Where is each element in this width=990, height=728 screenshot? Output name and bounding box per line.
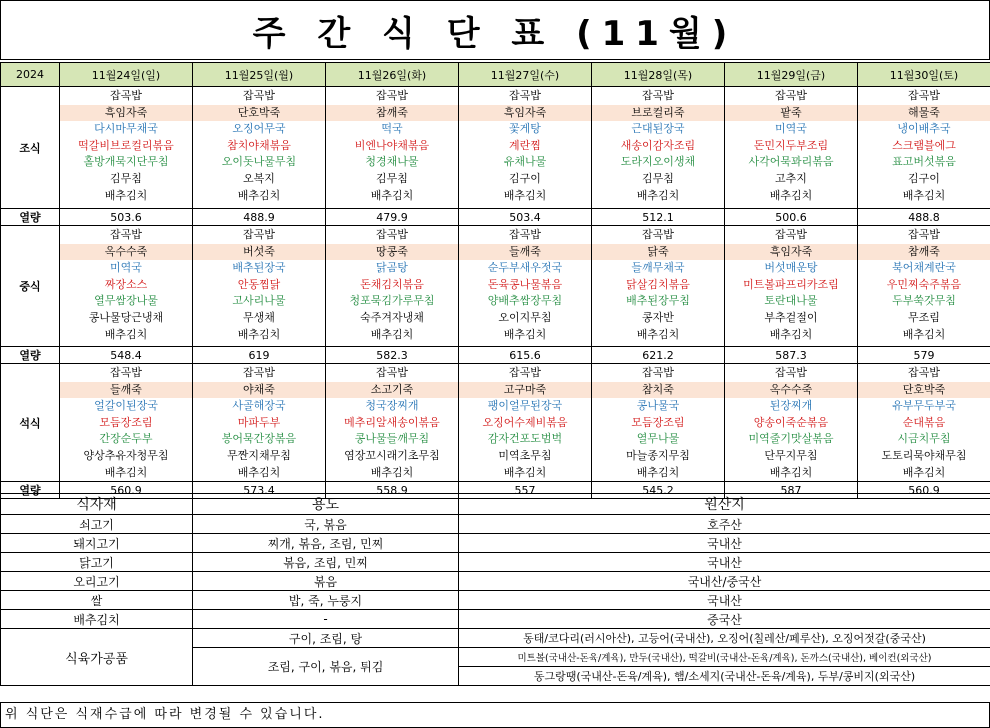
menu-item: 배추김치 [769, 465, 813, 479]
menu-cell [459, 364, 592, 482]
menu-item: 시금치무침 [897, 432, 951, 446]
menu-item: 메추리알새송이볶음 [344, 415, 440, 429]
kcal-value: 560.9 [858, 482, 990, 499]
menu-item: 참깨죽 [326, 105, 458, 122]
menu-item: 잡곡밥 [775, 89, 807, 102]
day-header: 11월26일(화) [326, 63, 459, 87]
menu-item: 잡곡밥 [908, 366, 940, 379]
menu-item: 미역국 [775, 122, 807, 136]
origin-country: 동태/코다리(러시아산), 고등어(국내산), 오징어(칠레산/페루산), 오징어젓갈(중국산) [459, 629, 990, 648]
kcal-value: 621.2 [592, 347, 725, 364]
menu-item: 돈채김치볶음 [360, 277, 424, 291]
kcal-value: 558.9 [326, 482, 459, 499]
origin-usage: 볶음 [193, 572, 459, 591]
year-cell: 2024 [1, 63, 60, 87]
menu-item: 냉이배추국 [897, 122, 951, 136]
menu-item: 청경채나물 [365, 155, 419, 169]
menu-item: 유채나물 [503, 155, 547, 169]
origin-row [1, 572, 990, 591]
menu-item: 순두부새우젓국 [487, 261, 563, 275]
menu-item: 흑임자죽 [60, 105, 192, 122]
menu-item: 잡곡밥 [642, 89, 674, 102]
day-header: 11월29일(금) [725, 63, 858, 87]
menu-item: 배추김치 [237, 188, 281, 202]
meal-row [1, 87, 990, 209]
menu-cell [193, 226, 326, 347]
kcal-value: 615.6 [459, 347, 592, 364]
menu-cell [60, 364, 193, 482]
menu-item: 배추김치 [636, 465, 680, 479]
kcal-value: 587 [725, 482, 858, 499]
origin-row [1, 534, 990, 553]
meal-label: 석식 [1, 364, 60, 482]
menu-item: 배추김치 [104, 188, 148, 202]
menu-item: 무짠지채무침 [227, 448, 291, 462]
menu-item: 배추김치 [636, 327, 680, 341]
menu-item: 땅콩죽 [326, 244, 458, 261]
origin-country: 국내산/중국산 [459, 572, 990, 591]
menu-item: 돈육콩나물볶음 [487, 277, 563, 291]
kcal-value: 557 [459, 482, 592, 499]
origin-usage: 밥, 죽, 누룽지 [193, 591, 459, 610]
menu-item: 모듬장조림 [631, 415, 685, 429]
menu-item: 김무침 [110, 171, 142, 185]
menu-item: 잡곡밥 [110, 228, 142, 241]
menu-item: 청국장찌개 [365, 399, 419, 413]
menu-item: 김구이 [908, 171, 940, 185]
menu-cell [326, 87, 459, 209]
origin-header-origin: 원산지 [459, 494, 990, 515]
menu-item: 고추지 [775, 171, 807, 185]
origin-row [1, 610, 990, 629]
menu-item: 김구이 [509, 171, 541, 185]
kcal-row [1, 209, 990, 226]
origin-row [1, 591, 990, 610]
origin-row [1, 553, 990, 572]
kcal-value: 545.2 [592, 482, 725, 499]
menu-item: 염장꼬시래기초무침 [344, 448, 440, 462]
day-header: 11월25일(월) [193, 63, 326, 87]
menu-item: 버섯죽 [193, 244, 325, 261]
menu-item: 단무지무침 [764, 448, 818, 462]
menu-item: 새송이감자조림 [620, 138, 696, 152]
menu-item: 야채죽 [193, 382, 325, 399]
menu-item: 오이돗나물무침 [221, 155, 297, 169]
menu-item: 배추김치 [503, 188, 547, 202]
kcal-value: 582.3 [326, 347, 459, 364]
kcal-value: 488.9 [193, 209, 326, 226]
origin-ingredient: 오리고기 [1, 572, 193, 591]
menu-item: 배추김치 [104, 327, 148, 341]
kcal-value: 488.8 [858, 209, 990, 226]
menu-item: 잡곡밥 [376, 228, 408, 241]
menu-item: 미트볼파프리카조림 [743, 277, 839, 291]
menu-item: 잡곡밥 [110, 89, 142, 102]
menu-item: 봉어묵간장볶음 [221, 432, 297, 446]
day-header: 11월24일(일) [60, 63, 193, 87]
menu-item: 김무침 [376, 171, 408, 185]
origin-country: 동그랑땡(국내산-돈육/계육), 햄/소세지(국내산-돈육/계육), 두부/콩비지(외국산) [459, 667, 990, 686]
origin-ingredient: 쌀 [1, 591, 193, 610]
kcal-value: 500.6 [725, 209, 858, 226]
kcal-value: 560.9 [60, 482, 193, 499]
menu-item: 배추된장무침 [626, 294, 690, 308]
menu-item: 잡곡밥 [110, 366, 142, 379]
origin-usage: 구이, 조림, 탕 [193, 629, 459, 648]
menu-item: 흑임자죽 [725, 244, 857, 261]
menu-item: 양상추유자청무침 [83, 448, 169, 462]
menu-item: 팽이얼무된장국 [487, 399, 563, 413]
menu-item: 열무쌈장나물 [94, 294, 158, 308]
origin-country: 중국산 [459, 610, 990, 629]
menu-item: 배추김치 [503, 465, 547, 479]
menu-item: 닭죽 [592, 244, 724, 261]
menu-item: 닭곰탕 [376, 261, 408, 275]
menu-item: 잡곡밥 [908, 89, 940, 102]
menu-cell [592, 226, 725, 347]
menu-item: 짜장소스 [104, 277, 148, 291]
day-header: 11월30일(토) [858, 63, 990, 87]
meal-row [1, 364, 990, 482]
menu-item: 배추김치 [769, 188, 813, 202]
meal-label: 조식 [1, 87, 60, 209]
menu-item: 열무나물 [636, 432, 680, 446]
menu-item: 잡곡밥 [376, 366, 408, 379]
origin-country: 미트볼(국내산-돈육/계육), 만두(국내산), 떡갈비(국내산-돈육/계육), 돈까스(국내산), 베이컨(외국산) [459, 648, 990, 667]
menu-item: 들깨죽 [459, 244, 591, 261]
menu-cell [725, 87, 858, 209]
menu-item: 잡곡밥 [509, 89, 541, 102]
menu-item: 다시마무채국 [94, 122, 158, 136]
origin-table [0, 493, 990, 686]
menu-item: 무생채 [243, 310, 275, 324]
menu-item: 청포묵김가루무침 [349, 294, 435, 308]
kcal-row [1, 347, 990, 364]
menu-item: 돈민지두부조림 [753, 138, 829, 152]
kcal-value: 548.4 [60, 347, 193, 364]
menu-item: 단호박죽 [858, 382, 990, 399]
menu-cell [326, 364, 459, 482]
menu-item: 사각어묵꽈리볶음 [748, 155, 834, 169]
origin-country: 국내산 [459, 553, 990, 572]
menu-item: 옥수수죽 [725, 382, 857, 399]
origin-usage: 조림, 구이, 볶음, 튀김 [193, 648, 459, 686]
menu-cell [858, 87, 990, 209]
menu-item: 들깨죽 [60, 382, 192, 399]
menu-item: 참치야채볶음 [227, 138, 291, 152]
menu-item: 콩자반 [642, 310, 674, 324]
origin-ingredient: 닭고기 [1, 553, 193, 572]
menu-item: 양송이죽순볶음 [753, 415, 829, 429]
menu-item: 옥수수죽 [60, 244, 192, 261]
menu-item: 잡곡밥 [775, 228, 807, 241]
menu-item: 잡곡밥 [243, 366, 275, 379]
menu-item: 도토리묵야채무침 [881, 448, 967, 462]
origin-header-ingredient: 식자재 [1, 494, 193, 515]
menu-item: 잡곡밥 [908, 228, 940, 241]
menu-item: 버섯매운탕 [764, 261, 818, 275]
origin-ingredient: 배추김치 [1, 610, 193, 629]
menu-item: 고사리나물 [232, 294, 286, 308]
menu-item: 떡갈비브로컬리볶음 [78, 138, 174, 152]
menu-item: 부추겉절이 [764, 310, 818, 324]
menu-item: 잡곡밥 [509, 366, 541, 379]
menu-item: 꽃게탕 [509, 122, 541, 136]
menu-cell [725, 226, 858, 347]
origin-ingredient: 식육가공품 [1, 629, 193, 686]
menu-item: 콩나물국 [636, 399, 680, 413]
menu-item: 닭살김치볶음 [626, 277, 690, 291]
menu-cell [60, 87, 193, 209]
menu-item: 홀방개묵지단무침 [83, 155, 169, 169]
origin-row [1, 515, 990, 534]
origin-usage: - [193, 610, 459, 629]
origin-country: 호주산 [459, 515, 990, 534]
menu-item: 잡곡밥 [509, 228, 541, 241]
menu-item: 브로컬리죽 [592, 105, 724, 122]
menu-item: 배추김치 [370, 188, 414, 202]
menu-item: 스크램블에그 [892, 138, 956, 152]
kcal-value: 479.9 [326, 209, 459, 226]
menu-item: 마늘종지무침 [626, 448, 690, 462]
menu-cell [193, 87, 326, 209]
meal-label: 중식 [1, 226, 60, 347]
day-header: 11월28일(목) [592, 63, 725, 87]
date-header-row [1, 63, 990, 87]
menu-item: 오징어무국 [232, 122, 286, 136]
kcal-value: 579 [858, 347, 990, 364]
menu-item: 참치죽 [592, 382, 724, 399]
menu-item: 오복지 [243, 171, 275, 185]
kcal-value: 619 [193, 347, 326, 364]
menu-item: 미역국 [110, 261, 142, 275]
menu-item: 얼갈이된장국 [94, 399, 158, 413]
menu-item: 비엔나야채볶음 [354, 138, 430, 152]
menu-item: 콩나물당근냉채 [88, 310, 164, 324]
menu-item: 배추김치 [370, 465, 414, 479]
origin-usage: 볶음, 조림, 민찌 [193, 553, 459, 572]
kcal-value: 503.6 [60, 209, 193, 226]
menu-item: 배추김치 [902, 188, 946, 202]
menu-item: 북어채계란국 [892, 261, 956, 275]
menu-item: 콩나물들깨무침 [354, 432, 430, 446]
menu-item: 참깨죽 [858, 244, 990, 261]
menu-item: 들깨무채국 [631, 261, 685, 275]
menu-item: 잡곡밥 [376, 89, 408, 102]
kcal-value: 512.1 [592, 209, 725, 226]
menu-item: 배추김치 [636, 188, 680, 202]
menu-item: 된장찌개 [769, 399, 813, 413]
menu-item: 팥죽 [725, 105, 857, 122]
menu-item: 잡곡밥 [642, 366, 674, 379]
menu-item: 배추된장국 [232, 261, 286, 275]
menu-item: 유부무두부국 [892, 399, 956, 413]
menu-cell [858, 226, 990, 347]
menu-item: 오이지무침 [498, 310, 552, 324]
menu-cell [858, 364, 990, 482]
menu-cell [459, 226, 592, 347]
menu-item: 계란찜 [509, 138, 541, 152]
menu-item: 도라지오이생채 [620, 155, 696, 169]
menu-item: 간장순두부 [99, 432, 153, 446]
origin-header-usage: 용도 [193, 494, 459, 515]
menu-cell [592, 364, 725, 482]
menu-item: 배추김치 [902, 327, 946, 341]
menu-item: 토란대나물 [764, 294, 818, 308]
menu-cell [326, 226, 459, 347]
kcal-value: 503.4 [459, 209, 592, 226]
menu-item: 숙주겨자냉채 [360, 310, 424, 324]
menu-item: 마파두부 [237, 415, 281, 429]
origin-row-processed [1, 629, 990, 648]
footer-note: 위 식단은 식재수급에 따라 변경될 수 있습니다. [0, 702, 990, 728]
origin-ingredient: 돼지고기 [1, 534, 193, 553]
menu-item: 무조림 [908, 310, 940, 324]
menu-item: 배추김치 [237, 327, 281, 341]
menu-item: 배추김치 [902, 465, 946, 479]
menu-item: 모듬장조림 [99, 415, 153, 429]
menu-cell [60, 226, 193, 347]
menu-item: 잡곡밥 [775, 366, 807, 379]
origin-country: 국내산 [459, 534, 990, 553]
menu-item: 소고기죽 [326, 382, 458, 399]
menu-item: 해물죽 [858, 105, 990, 122]
origin-ingredient: 쇠고기 [1, 515, 193, 534]
menu-item: 흑임자죽 [459, 105, 591, 122]
menu-item: 두부쑥갓무침 [892, 294, 956, 308]
day-header: 11월27일(수) [459, 63, 592, 87]
menu-cell [193, 364, 326, 482]
menu-item: 표고버섯볶음 [892, 155, 956, 169]
menu-item: 순대볶음 [902, 415, 946, 429]
menu-item: 잡곡밥 [642, 228, 674, 241]
kcal-value: 587.3 [725, 347, 858, 364]
menu-cell [459, 87, 592, 209]
origin-usage: 찌개, 볶음, 조림, 민찌 [193, 534, 459, 553]
menu-item: 잡곡밥 [243, 228, 275, 241]
menu-item: 오징어수제비볶음 [482, 415, 568, 429]
menu-item: 배추김치 [104, 465, 148, 479]
menu-item: 안동찜닭 [237, 277, 281, 291]
kcal-value: 573.4 [193, 482, 326, 499]
menu-item: 배추김치 [769, 327, 813, 341]
menu-cell [592, 87, 725, 209]
kcal-label: 열량 [1, 347, 60, 364]
origin-usage: 국, 볶음 [193, 515, 459, 534]
menu-item: 미역줄기맛살볶음 [748, 432, 834, 446]
menu-cell [725, 364, 858, 482]
menu-item: 우민찌숙주볶음 [886, 277, 962, 291]
menu-item: 감자건포도범벅 [487, 432, 563, 446]
menu-item: 떡국 [381, 122, 403, 136]
menu-item: 고구마죽 [459, 382, 591, 399]
menu-item: 배추김치 [370, 327, 414, 341]
menu-item: 사골해장국 [232, 399, 286, 413]
menu-item: 김무침 [642, 171, 674, 185]
kcal-label: 열량 [1, 482, 60, 499]
menu-item: 배추김치 [503, 327, 547, 341]
origin-country: 국내산 [459, 591, 990, 610]
kcal-label: 열량 [1, 209, 60, 226]
page-title: 주 간 식 단 표 (11월) [0, 0, 990, 60]
menu-item: 근대된장국 [631, 122, 685, 136]
menu-item: 잡곡밥 [243, 89, 275, 102]
menu-item: 양배추쌈장무침 [487, 294, 563, 308]
menu-item: 미역초무침 [498, 448, 552, 462]
menu-item: 배추김치 [237, 465, 281, 479]
weekly-menu-table [0, 62, 990, 499]
menu-item: 단호박죽 [193, 105, 325, 122]
meal-row [1, 226, 990, 347]
